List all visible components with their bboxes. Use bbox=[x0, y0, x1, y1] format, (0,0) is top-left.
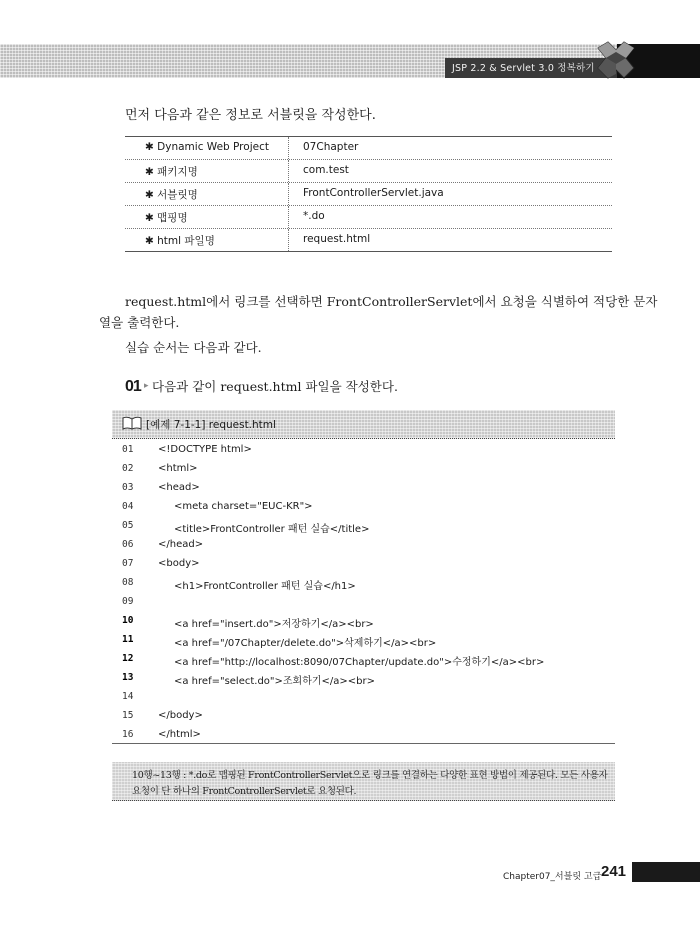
open-book-icon bbox=[122, 416, 142, 430]
info-value: request.html bbox=[303, 233, 371, 245]
line-number: 03 bbox=[122, 482, 134, 493]
body-paragraph-line1: request.html에서 링크를 선택하면 FrontControllerServlet에서 요청을 식별하여 적당한 문자 bbox=[125, 294, 658, 309]
line-number: 02 bbox=[122, 463, 134, 474]
servlet-info-table bbox=[125, 136, 612, 252]
code-line bbox=[112, 517, 615, 536]
info-key: ✱ html 파일명 bbox=[145, 235, 215, 247]
info-key: ✱ 서블릿명 bbox=[145, 189, 198, 201]
code-text: <a href="http://localhost:8090/07Chapter/update.do">수정하기</a><br> bbox=[174, 657, 545, 668]
code-line bbox=[112, 460, 615, 479]
code-text: <a href="select.do">조회하기</a><br> bbox=[174, 676, 376, 687]
line-number: 11 bbox=[122, 634, 134, 645]
info-value: 07Chapter bbox=[303, 141, 359, 153]
line-number: 14 bbox=[122, 691, 134, 702]
code-text: </html> bbox=[158, 729, 201, 740]
code-text: <!DOCTYPE html> bbox=[158, 444, 252, 455]
code-line bbox=[112, 631, 615, 650]
info-key: ✱ 패키지명 bbox=[145, 166, 198, 178]
body-paragraph-line2: 열을 출력한다. bbox=[99, 315, 180, 330]
code-text: <h1>FrontController 패턴 실습</h1> bbox=[174, 581, 356, 592]
intro-text: 먼저 다음과 같은 정보로 서블릿을 작성한다. bbox=[125, 108, 376, 123]
code-text: <a href="/07Chapter/delete.do">삭제하기</a><br> bbox=[174, 638, 437, 649]
example-header bbox=[112, 410, 615, 439]
step-number: 01 bbox=[125, 378, 141, 395]
code-text: <html> bbox=[158, 463, 198, 474]
info-row bbox=[125, 160, 612, 183]
code-line bbox=[112, 479, 615, 498]
code-line bbox=[112, 612, 615, 631]
code-line bbox=[112, 574, 615, 593]
note-line2: 요청이 단 하나의 FrontControllerServlet로 요청된다. bbox=[132, 786, 357, 797]
code-line bbox=[112, 688, 615, 707]
code-text: <title>FrontController 패턴 실습</title> bbox=[174, 524, 370, 535]
info-key: ✱ 맵핑명 bbox=[145, 212, 188, 224]
code-text: </body> bbox=[158, 710, 203, 721]
line-number: 04 bbox=[122, 501, 134, 512]
line-number: 06 bbox=[122, 539, 134, 550]
code-line bbox=[112, 593, 615, 612]
footer-bar bbox=[632, 862, 700, 882]
info-row bbox=[125, 183, 612, 206]
line-number: 07 bbox=[122, 558, 134, 569]
code-text: <a href="insert.do">저장하기</a><br> bbox=[174, 619, 374, 630]
practice-order-text: 실습 순서는 다음과 같다. bbox=[125, 340, 262, 355]
info-row bbox=[125, 137, 612, 160]
code-line bbox=[112, 669, 615, 688]
note-line1: 10행~13행 : *.do로 맵핑된 FrontControllerServlet으로 링크를 연결하는 다양한 표현 방법이 제공된다. 모든 사용자 bbox=[132, 770, 608, 781]
code-text: <head> bbox=[158, 482, 200, 493]
code-line bbox=[112, 555, 615, 574]
code-bottom-rule bbox=[112, 743, 615, 744]
line-number: 08 bbox=[122, 577, 134, 588]
info-key: ✱ Dynamic Web Project bbox=[145, 141, 269, 153]
footer-chapter: Chapter07_서블릿 고급 bbox=[503, 872, 602, 882]
code-line bbox=[112, 536, 615, 555]
step-arrow-icon: ▸ bbox=[144, 381, 149, 391]
info-row bbox=[125, 229, 612, 252]
line-number: 09 bbox=[122, 596, 134, 607]
code-listing bbox=[112, 441, 615, 745]
running-header-title: JSP 2.2 & Servlet 3.0 정복하기 bbox=[452, 63, 595, 74]
code-text: <meta charset="EUC-KR"> bbox=[174, 501, 313, 512]
line-number: 10 bbox=[122, 615, 134, 626]
code-line bbox=[112, 650, 615, 669]
example-title: [예제 7-1-1] request.html bbox=[146, 419, 276, 431]
step-text: 다음과 같이 request.html 파일을 작성한다. bbox=[152, 379, 398, 394]
info-row bbox=[125, 206, 612, 229]
page-number: 241 bbox=[601, 863, 627, 880]
line-number: 15 bbox=[122, 710, 134, 721]
code-line bbox=[112, 707, 615, 726]
code-line bbox=[112, 498, 615, 517]
info-value: *.do bbox=[303, 210, 325, 222]
info-value: FrontControllerServlet.java bbox=[303, 187, 444, 199]
cross-logo-icon bbox=[590, 34, 642, 86]
code-text: <body> bbox=[158, 558, 200, 569]
line-number: 01 bbox=[122, 444, 134, 455]
line-number: 16 bbox=[122, 729, 134, 740]
line-number: 12 bbox=[122, 653, 134, 664]
code-line bbox=[112, 441, 615, 460]
code-text: </head> bbox=[158, 539, 204, 550]
line-number: 13 bbox=[122, 672, 134, 683]
explanation-note bbox=[112, 762, 615, 801]
line-number: 05 bbox=[122, 520, 134, 531]
info-value: com.test bbox=[303, 164, 349, 176]
